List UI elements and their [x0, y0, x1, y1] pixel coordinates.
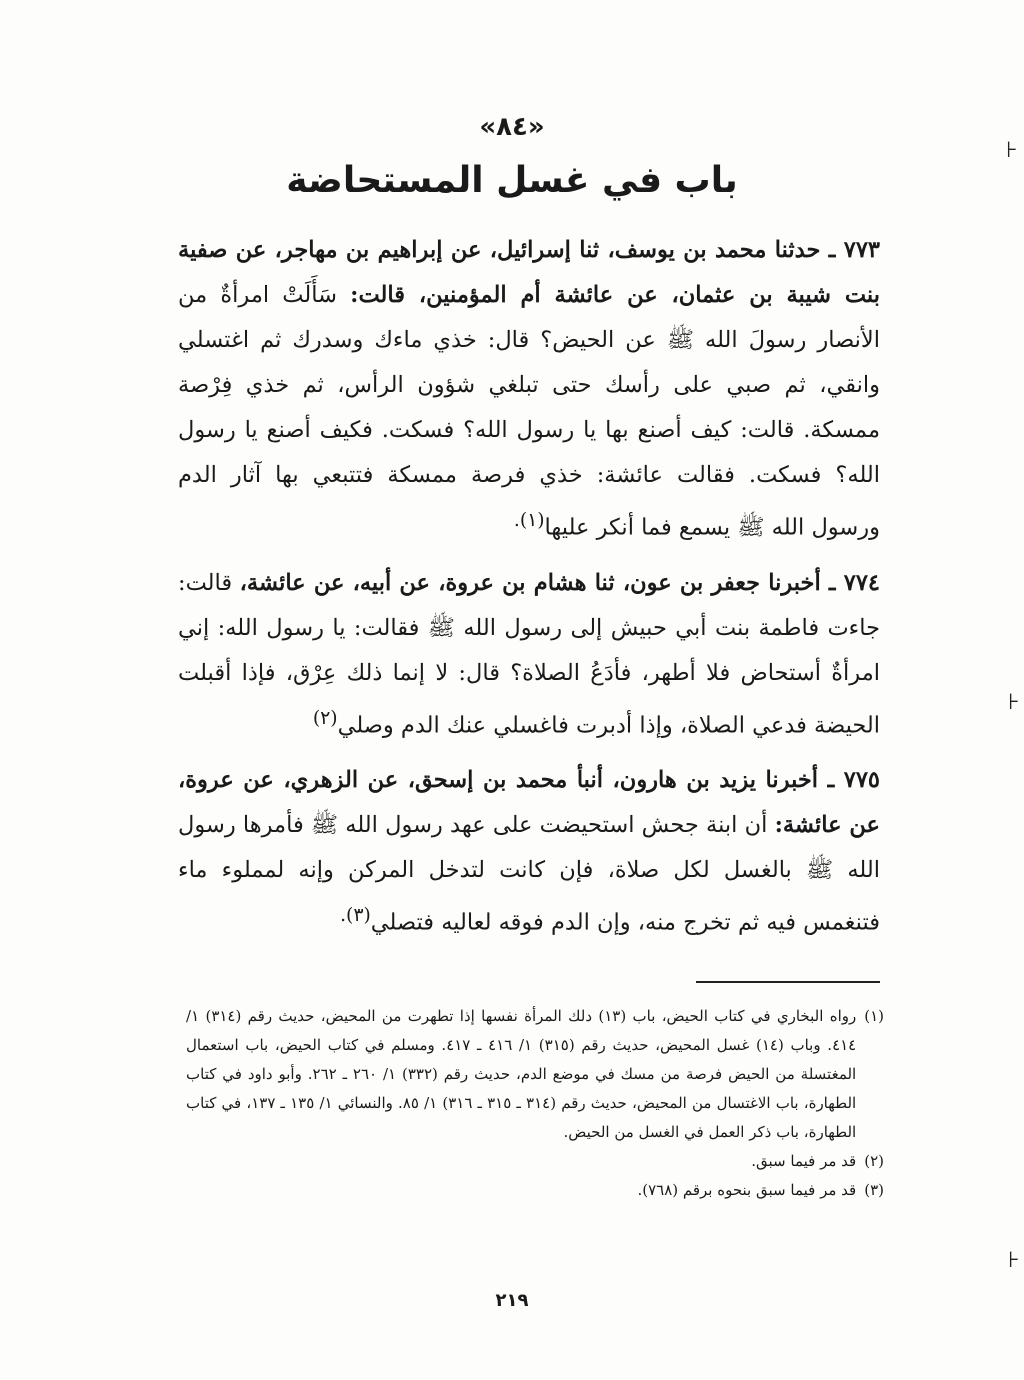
chapter-number: «٨٤»	[479, 112, 545, 142]
hadith-matn: أن ابنة جحش استحيضت على عهد رسول الله ﷺ فأمرها رسول الله ﷺ بالغسل لكل صلاة، فإن كانت لتدخل المركن وإنه لمملوء ماء فتنغمس فيه ثم تخرج منه، وإن الدم فوقه لعاليه فتصلي	[178, 812, 880, 936]
footnote-number: (٣)	[864, 1181, 884, 1199]
footnotes	[186, 1002, 884, 1205]
footnote-text: رواه البخاري في كتاب الحيض، باب (١٣) دلك المرأة نفسها إذا تطهرت من المحيض، حديث رقم (٣١٤) ١/ ٤١٤. وباب (١٤) غسل المحيض، حديث رقم (٣١٥) ١/ ٤١٦ ـ ٤١٧. ومسلم في كتاب الحيض، باب استعمال المغتسلة من الحيض فرصة من مسك في موضع الدم، حديث رقم (٣٣٢) ١/ ٢٦٠ ـ ٢٦٢. وأبو داود في كتاب الطهارة، باب الاغتسال من المحيض، حديث رقم (٣١٤ ـ ٣١٥ ـ ٣١٦) ١/ ٨٥. والنسائي ١/ ١٣٥ ـ ١٣٧، في كتاب الطهارة، باب ذكر العمل في الغسل من الحيض.	[186, 1007, 857, 1141]
hadith-body	[178, 228, 880, 956]
hadith-isnad: ٧٧٣ ـ حدثنا محمد بن يوسف، ثنا إسرائيل، عن إبراهيم بن مهاجر، عن صفية بنت شيبة بن عثمان، عن عائشة أم المؤمنين، قالت:	[178, 237, 880, 308]
chapter-title: باب في غسل المستحاضة	[286, 160, 738, 201]
footnote-ref: (٣).	[340, 905, 371, 926]
hadith-matn: قالت: جاءت فاطمة بنت أبي حبيش إلى رسول الله ﷺ فقالت: يا رسول الله: إني امرأةٌ أستحاض فلا أطهر، فأدَعُ الصلاة؟ قال: لا إنما ذلك عِرْق، فإذا أقبلت الحيضة فدعي الصلاة، وإذا أدبرت فاغسلي عنك الدم وصلي	[178, 569, 880, 738]
footnote-2	[186, 1147, 884, 1176]
footnote-text: قد مر فيما سبق.	[751, 1152, 857, 1170]
margin-mark-icon: ⊦	[1008, 690, 1020, 715]
footnote-number: (١)	[864, 1007, 884, 1025]
footnote-text: قد مر فيما سبق بنحوه برقم (٧٦٨).	[637, 1181, 857, 1199]
hadith-matn: سَأَلَتْ امرأةٌ من الأنصار رسولَ الله ﷺ عن الحيض؟ قال: خذي ماءك وسدرك ثم اغتسلي وانقي، ثم صبي على رأسك حتى تبلغي شؤون الرأس، ثم خذي فِرْصة ممسكة. قالت: كيف أصنع بها يا رسول الله؟ فسكت. فكيف أصنع يا رسول الله؟ فسكت. فقالت عائشة: خذي فرصة ممسكة فتتبعي بها آثار الدم ورسول الله ﷺ يسمع فما أنكر عليها	[178, 282, 880, 541]
hadith-775	[178, 758, 880, 946]
margin-mark-icon: ⊦	[1008, 1248, 1020, 1273]
hadith-774	[178, 561, 880, 749]
hadith-773	[178, 228, 880, 551]
hadith-isnad: ٧٧٤ ـ أخبرنا جعفر بن عون، ثنا هشام بن عروة، عن أبيه، عن عائشة،	[239, 569, 880, 596]
footnote-number: (٢)	[864, 1152, 884, 1170]
footnote-ref: (٢)	[312, 707, 338, 729]
footnote-1	[186, 1002, 884, 1147]
footnote-separator	[696, 981, 880, 983]
footnote-ref: (١).	[513, 510, 545, 531]
hadith-isnad: ٧٧٥ ـ أخبرنا يزيد بن هارون، أنبأ محمد بن إسحق، عن الزهري، عن عروة، عن عائشة:	[178, 767, 880, 838]
footnote-3	[186, 1176, 884, 1205]
page-number: ٢١٩	[495, 1290, 529, 1311]
margin-mark-icon: ⊦	[1006, 138, 1018, 163]
